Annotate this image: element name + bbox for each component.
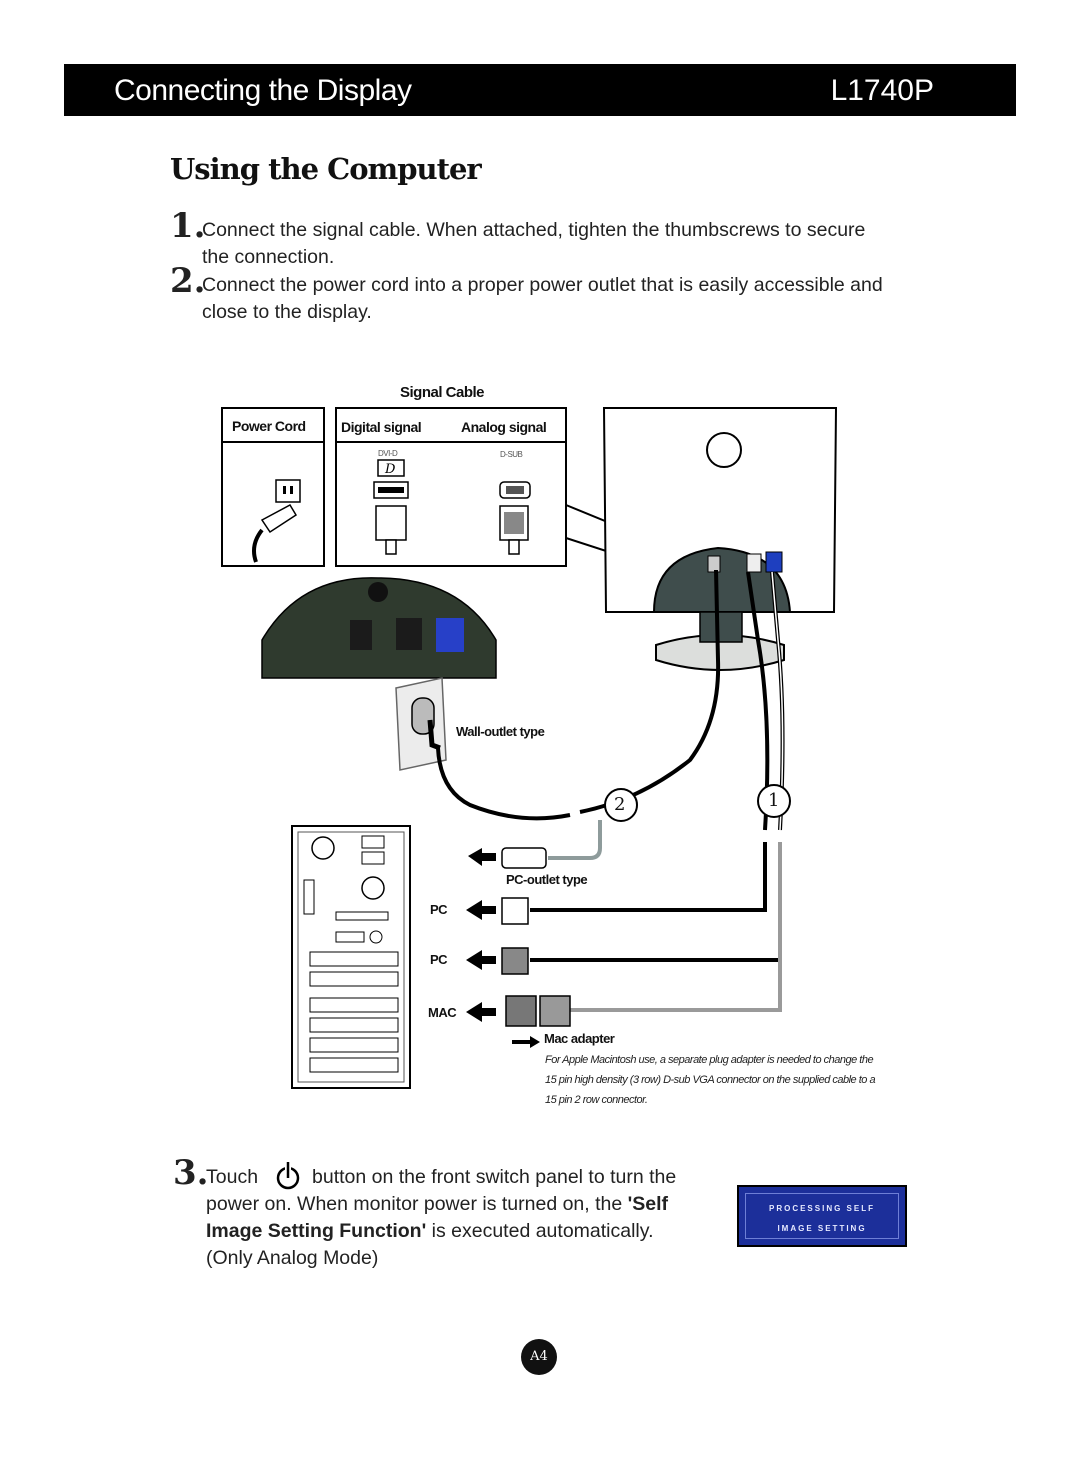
step-3-line3-text: is executed automatically. <box>426 1220 654 1242</box>
header-model: L1740P <box>830 74 934 107</box>
step-3-line4: (Only Analog Mode) <box>206 1247 379 1269</box>
step-2-text: Connect the power cord into a proper power outlet that is easily accessible and <box>202 274 883 296</box>
step-1-text: Connect the signal cable. When attached, tighten the thumbscrews to secure <box>202 219 866 241</box>
mac-adapter-note: For Apple Macintosh use, a separate plug adapter is needed to change the 15 pin high density (3 row) D-sub VGA connector on the supplied cable to a 15 pin 2 row connector. <box>545 1054 876 1106</box>
step-3-touch: Touch <box>206 1166 259 1188</box>
monitor-back <box>604 408 836 670</box>
arrow-power-icon <box>468 848 496 866</box>
step-3-line2-text: power on. When monitor power is turned on, the <box>206 1193 628 1215</box>
marker-2-label: 2 <box>614 794 625 815</box>
pc-case <box>292 826 410 1088</box>
arrow-mac-icon <box>466 1002 496 1022</box>
signal-cable-label: Signal Cable <box>400 384 485 401</box>
marker-1-label: 1 <box>768 790 779 811</box>
power-button-icon <box>278 1161 298 1188</box>
d-sub-label: D-SUB <box>500 450 523 459</box>
wall-outlet-label: Wall-outlet type <box>456 724 545 739</box>
step-3-bold-end: Image Setting Function' <box>206 1220 427 1242</box>
svg-text:D: D <box>385 462 396 477</box>
pc-label-dvi: PC <box>430 902 448 917</box>
lg-logo-icon <box>707 433 741 467</box>
mac-label: MAC <box>428 1005 457 1020</box>
dsub-plug-icon <box>502 948 528 974</box>
header-title: Connecting the Display <box>114 74 412 107</box>
step-3-bold-start: 'Self <box>627 1193 669 1215</box>
analog-signal-label: Analog signal <box>461 419 547 435</box>
pc-outlet-label: PC-outlet type <box>506 872 588 887</box>
section-title: Using the Computer <box>170 152 481 186</box>
outlet-icon <box>276 480 300 502</box>
step-1-text-cont: the connection. <box>202 246 335 268</box>
mac-adapter-icon <box>506 996 536 1026</box>
step-3-line1: button on the front switch panel to turn the <box>312 1166 677 1188</box>
osd-processing-badge <box>737 1185 907 1247</box>
step-2-text-cont: close to the display. <box>202 301 372 323</box>
step-1-number: 1. <box>170 206 206 246</box>
arrow-pc-dsub-icon <box>466 950 496 970</box>
dvi-connector-icon <box>376 506 406 540</box>
connector-photo <box>262 578 496 678</box>
page-number: A4 <box>521 1339 557 1375</box>
osd-line-2: IMAGE SETTING <box>777 1224 867 1233</box>
step-3-number: 3. <box>173 1153 209 1193</box>
dvi-plug-icon <box>502 898 528 924</box>
pc-label-dsub: PC <box>430 952 448 967</box>
mac-adapter-label: Mac adapter <box>544 1031 615 1046</box>
arrow-pc-dvi-icon <box>466 900 496 920</box>
step-3-line3 <box>206 1218 653 1245</box>
osd-line-1: PROCESSING SELF <box>768 1204 875 1213</box>
power-cord-label: Power Cord <box>232 418 306 434</box>
mac-adapter-arrow-icon <box>512 1036 540 1048</box>
step-2-number: 2. <box>170 261 206 301</box>
pc-power-plug-icon <box>502 848 546 868</box>
step-3-line2 <box>206 1191 668 1218</box>
dvi-d-label: DVI-D <box>378 449 398 458</box>
digital-signal-label: Digital signal <box>341 419 422 435</box>
